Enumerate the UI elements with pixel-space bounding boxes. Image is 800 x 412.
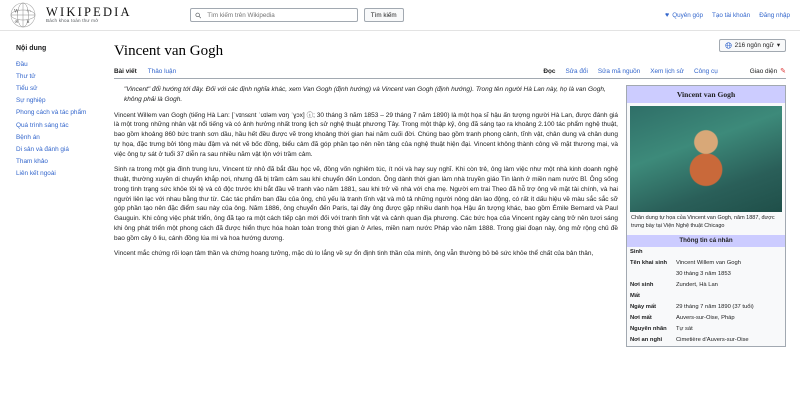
- infobox: [626, 85, 786, 347]
- row-label-restingplace: Nơi an nghỉ: [630, 337, 663, 344]
- sidebar-item-thu-tu[interactable]: Thư tử: [16, 72, 36, 80]
- row-value-cause: Tự sát: [676, 326, 693, 333]
- tab-edit[interactable]: Sửa đổi: [565, 67, 588, 75]
- lead-paragraph-1: Vincent Willem van Gogh (tiếng Hà Lan: [ˈvɪnsɛnt ˈʋɪləm vɑŋ ˈɣɔx] ⓘ; 30 tháng 3 năm 1853 – 29 tháng 7 năm 1890) là một họa sĩ hậu ấn tượng người Hà Lan, được đánh giá là một trong những nhân vật nổi tiếng và có ảnh hưởng nhất trong lịch sử nghệ thuật phương Tây. Trong một thập kỷ, ông đã sáng tạo ra khoảng 2.100 tác phẩm nghệ thuật, bao gồm khoảng 860 bức tranh sơn dầu, hầu hết đều được vẽ trong khoảng thời gian hai năm cuối đời. Chúng bao gồm tranh phong cảnh, tĩnh vật, chân dung và chân dung tự họa, đặc trưng bởi tông màu đậm và nét vẽ bốc đồng, biểu cảm đã góp phần tạo nên nền tảng của nghệ thuật hiện đại. Vincent không thành công về mặt thương mại, và việc ông tự sát ở tuổi 37 diễn ra sau nhiều năm vật lộn với trầm cảm.: [114, 111, 618, 158]
- toc-title: Nội dung: [16, 45, 47, 52]
- infobox-table: [627, 247, 785, 346]
- row-label-birthplace: Nơi sinh: [630, 282, 654, 289]
- row-head-birth: Sinh: [630, 249, 643, 256]
- tools-icon: ✎: [780, 68, 786, 75]
- tabs-right: [543, 67, 786, 75]
- language-count: 216 ngôn ngữ: [734, 42, 774, 49]
- wordmark: WIKIPEDIA: [46, 5, 132, 20]
- row-value-deathplace: Auvers-sur-Oise, Pháp: [676, 315, 735, 322]
- infobox-title: Vincent van Gogh: [627, 86, 785, 103]
- lead-paragraph-3: Vincent mắc chứng rối loạn tâm thần và chứng hoang tưởng, mặc dù lo lắng về sự ổn định tinh thần của mình, ông vẫn thường bỏ bê sức khỏe thể chất của bản thân,: [114, 249, 594, 257]
- table-row: [627, 258, 785, 269]
- chevron-down-icon: ▾: [776, 42, 780, 49]
- table-row: [627, 247, 785, 258]
- svg-text:い: い: [26, 9, 31, 15]
- sidebar-item-qua-trinh[interactable]: Quá trình sáng tác: [16, 121, 69, 129]
- search-area: [190, 8, 404, 22]
- article-content: [104, 31, 800, 412]
- tab-article[interactable]: Bài viết: [114, 68, 137, 75]
- sidebar-item-tieu-su[interactable]: Tiểu sử: [16, 84, 38, 92]
- site-header: [0, 0, 800, 31]
- row-label-deathdate: Ngày mất: [630, 304, 657, 311]
- wikipedia-globe-logo[interactable]: [10, 2, 36, 28]
- infobox-caption: Chân dung tự họa của Vincent van Gogh, năm 1887, được trưng bày tại Viện Nghệ thuật Chicago: [631, 215, 775, 229]
- tagline: Bách khoa toàn thư mở: [46, 18, 99, 24]
- row-label-cause: Nguyên nhân: [630, 326, 667, 333]
- row-value-birthdate: 30 tháng 3 năm 1853: [676, 271, 731, 278]
- language-selector[interactable]: [719, 39, 786, 52]
- tab-history[interactable]: Xem lịch sử: [650, 67, 684, 75]
- row-value-restingplace: Cimetière d'Auvers-sur-Oise: [676, 337, 749, 344]
- infobox-image-wrap[interactable]: [627, 103, 785, 212]
- table-row: [627, 269, 785, 280]
- svg-text:अ: अ: [14, 20, 18, 25]
- table-row: [627, 324, 785, 335]
- appearance-label: Giao diện: [749, 67, 778, 75]
- table-row: [627, 313, 785, 324]
- sidebar-toc: [0, 31, 104, 412]
- row-value-birthname: Vincent Willem van Gogh: [676, 260, 741, 267]
- table-row: [627, 302, 785, 313]
- tabs-left: [114, 68, 176, 75]
- row-label-birthname: Tên khai sinh: [630, 260, 668, 267]
- search-icon: [195, 12, 202, 19]
- search-box[interactable]: [190, 8, 358, 22]
- tab-talk[interactable]: Thảo luận: [147, 68, 177, 75]
- brand[interactable]: [46, 6, 132, 24]
- sidebar-item-tham-khao[interactable]: Tham khảo: [16, 158, 48, 166]
- sidebar-item-benh-an[interactable]: Bệnh án: [16, 133, 40, 141]
- self-portrait-image: [630, 106, 782, 212]
- toc-list: [14, 58, 96, 180]
- search-input[interactable]: [205, 11, 352, 20]
- infobox-section-personal: Thông tin cá nhân: [627, 235, 785, 247]
- tab-read[interactable]: Đọc: [543, 67, 556, 75]
- tab-edit-source[interactable]: Sửa mã nguồn: [597, 67, 641, 75]
- page-layout: [0, 31, 800, 412]
- row-label-birthdate: [627, 269, 673, 280]
- row-value-birthplace: Zundert, Hà Lan: [676, 282, 718, 289]
- sidebar-item-phong-cach[interactable]: Phong cách và tác phẩm: [16, 109, 87, 117]
- hatnote: "Vincent" đổi hướng tới đây. Đối với các định nghĩa khác, xem Van Gogh (định hướng) và Vincent van Gogh (định hướng). Trong tên người Hà Lan này, họ là van Gogh, không phải là Gogh.: [124, 86, 606, 103]
- donate-label: Quyên góp: [672, 11, 704, 19]
- table-row: [627, 335, 785, 346]
- article-tabs: [114, 67, 786, 79]
- table-row: [627, 291, 785, 302]
- sidebar-item-dau[interactable]: Đầu: [16, 60, 28, 68]
- header-right: [665, 12, 790, 19]
- row-label-deathplace: Nơi mất: [630, 315, 652, 322]
- sidebar-item-lien-ket[interactable]: Liên kết ngoài: [16, 170, 56, 178]
- tab-tools[interactable]: Công cụ: [693, 67, 718, 75]
- heart-icon: ♥: [665, 11, 670, 19]
- sidebar-item-su-nghiep[interactable]: Sự nghiệp: [16, 97, 46, 105]
- article-body: [114, 85, 786, 344]
- row-head-death: Mất: [630, 293, 640, 300]
- row-value-deathdate: 29 tháng 7 năm 1890 (37 tuổi): [676, 304, 754, 311]
- language-icon: [725, 42, 732, 49]
- donate-link[interactable]: [665, 12, 703, 19]
- table-row: [627, 280, 785, 291]
- login-link[interactable]: Đăng nhập: [759, 11, 790, 19]
- lead-paragraph-2: Sinh ra trong một gia đình trung lưu, Vincent từ nhỏ đã bắt đầu học vẽ, đồng vốn nghiêm túc, ít nói và hay suy nghĩ. Khi còn trẻ, ông làm việc như một nhà kinh doanh nghệ thuật, thường xuyên di chuyển khắp nơi, nhưng đã bị trầm cảm sau khi chuyển đến London. Ông dành thời gian làm nhà truyền giáo Tin lành ở miền nam nước Bỉ. Ông sống trong tình trạng sức khỏe tồi tệ và cô độc trước khi bắt đầu vẽ tranh vào năm 1881, sau khi trở về nhà với cha mẹ. Người em trai Theo đã hỗ trợ ông về mặt tài chính, và hai người liên lạc với nhau bằng thư từ. Các tác phẩm ban đầu của ông, chủ yếu là tranh tĩnh vật và mô tả những người nông dân lao động, có rất ít dấu hiệu về màu sắc sắc sỡ góp phần tạo nên đặc điểm sau này của ông. Năm 1886, ông chuyển đến Paris, tại đây ông được gặp nhiều danh họa Hậu ấn tượng khác, bao gồm Émile Bernard và Paul Gauguin. Khi công việc phát triển, ông đã tạo ra một cách tiếp cận mới đối với tranh tĩnh vật và cảnh quan địa phương. Các bức họa của Vincent ngày càng trở nên tươi sáng khi ông phát triển một phong cách đã được hiển thực hóa hoàn toàn trong thời gian ở Arles, miền nam nước Pháp vào năm 1888. Trong giai đoạn này, ông mở rộng chủ đề bao gồm cây ô liu, cánh đồng lúa mì và hoa hướng dương.: [114, 165, 618, 242]
- page-title: Vincent van Gogh: [114, 43, 224, 59]
- create-account-link[interactable]: Tạo tài khoản: [712, 11, 751, 19]
- svg-text:W: W: [14, 9, 19, 15]
- appearance-menu[interactable]: [750, 67, 786, 75]
- sidebar-item-di-san[interactable]: Di sản và đánh giá: [16, 145, 69, 153]
- svg-text:и: и: [26, 20, 30, 25]
- search-button[interactable]: Tìm kiếm: [364, 8, 404, 22]
